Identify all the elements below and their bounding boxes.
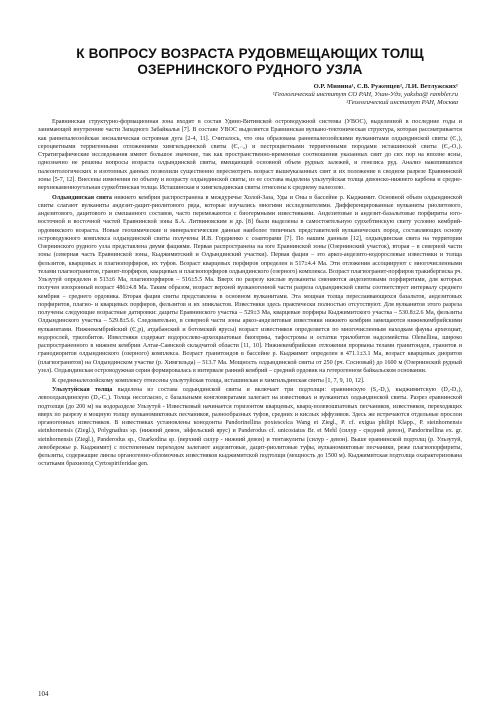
article-body xyxy=(38,118,462,470)
paragraph-3 xyxy=(38,377,462,385)
article-title: К ВОПРОСУ ВОЗРАСТА РУДОВМЕЩАЮЩИХ ТОЛЩ ОЗЕРНИНСКОГО РУДНОГО УЗЛА xyxy=(76,46,424,77)
paragraph-text: К средненалеозойскому комплексу отнесены ульзутуйская толща, исташинская и химгильдинская свиты [1, 7, 9, 10, 12]. xyxy=(52,377,365,384)
author-names: О.Р. Минина¹, С.В. Руженцев², Л.И. Ветлужских¹ xyxy=(313,83,458,90)
affiliation-1: ¹Геологический институт СО РАН, Улан-Удэ, yaksha@ rambler.ru xyxy=(272,91,458,99)
affiliation-2: ²Геологический институт РАН, Москва xyxy=(346,99,458,107)
page-number: 104 xyxy=(38,690,49,698)
paragraph-4 xyxy=(38,386,462,469)
paragraph-lead: Олдындинская свита xyxy=(52,194,115,201)
paragraph-text: Еравнинская структурно-формационная зона входит в состав Удино-Витимской островодужной системы (УВОС), выделенной в последние годы и занимающей внутренние части Западного Забайкалья [7]. В составе УВОС выделяется Еравнинская вулкано-тектоническая структура, которая рассматривается как раннепалеозойская энсиалическая островная дуга [2-4, 11]. Считалось, что она образована раннепалеозойскими вулканитами олдындинской свиты (Є₁), сероцветными терригенными отложениями химгильдинской свиты (Є₁₋₂) и пестроцветными терригенными породами исташинской свиты (Є₂-O₁). Стратиграфические исследования имеют большое значение, так как пространственно-временные соотношения указанных свит до сих пор на вполне ясны, однозначно не решены вопросы возраста олдындинской свиты, вмещающей основной объем рудных залежей, и генезиса руд. Анализ накопившихся палеонтологических и изотопных данных позволили существенно пересмотреть возраст вышеуказанных свит и их положение в сводном разрезе Еравнинской зоны [5-7, 12]. Внесены изменения по объему и возрасту олдындинской свиты, из ее состава выделена ульзутуйская толща девонско-нижнего карбона и средне-верхнекаменноугольная суркебтинская толща. Исташинская и химгильдинская свиты отнесены к среднему палеозою. xyxy=(38,119,462,191)
paragraph-text: выделена из состава олдындинской свиты и включает три подтолщи: еравнинскую (S₂-D₁), кыджимитскую (D₂-D₃), левоолдындинскую (D₃-C₁). Толща несогласно, с базальными конгломератами залегает на известняках и вулканитах олдындинской свиты. Разрез еравнинской подтолщи (до 200 м) на водоразделе Ульзутуй - Известковый начинается горизонтом кварцевых, кварц-полевошпатовых песчаников, известняков, переходящих вверх по разрезу в мощную толщу вулканомиктовых песчаников, разнообразных туфов, средних и кислых эффузивов. Здесь же встречаются отдельные прослои органогенных известняков. В известняках установлены конодонты Pandorinellina poxiescelca Wang et Ziegl., P. cf. exigua philipi Klapp., P. steinhornensis steinhornensis (Ziegl.), Polygnathus sp. (нижний девон, эйфельский ярус) и Panderodus cf. unicostatus Br. et Mehl (силур - средний девон), Pandorinellina ex. gr. steinhornensis (Ziegl.), Panderodus sp., Ozarkodina sp. (верхний силур - нижний девон) и тентакулиты (силур - девон). Выше еравнинской подтолщ (р. Ульзутуй, левобережье р. Кыджимит) с постепенным переходом залегают андезитовые, дацит-риолитовые туфы, вулканомиктовые песчаники, реже плагиопорфириты, фельзиты, содержащие линзы органогенно-обломочных известняков кыджимитской подтолщи (мощность до 1500 м). Кыджимитская подтолща охарактеризована остатками брахиопод Cyrtospiriferidae gen. xyxy=(38,387,462,468)
paragraph-text: нижнего кембрия распространена в междуречье Холой-Заза, Уды и Оны в бассейне р. Кыджимит. Основной объем олдындинской свиты слагают вулканиты андезит-дацит-риолитового ряда, которые изучались многими исследователями. Дифференцированные вулканиты риолитового, андезитового, дацитового и смешанного составов, часто перемежаются с биогермными известняками. Андезитовые и андезит-базальтовые порфириты юго-восточной и восточной частей Еравнинской зоны Б.А. Литвиновским и др. [8] были выделены в самостоятельную сурхебтинскую свиту условно кембрий-ордовикского возраста. Новые геохимические и минералогические данные наиболее типичных представителей вулканических пород, составляющих основу островодужного комплекса олдындинской свиты получены И.В. Гордиенко с соавторами [7]. По нашим данным [12], олдындинская свита на территории Озернинского рудного узла представлена двумя фациями. Первая распространена на юге Еравнинской зоны (Озернинский участок), вторая – в северной части зоны (северная часть Еравнинской зоны, Кыджимитский и Олдындинский участки). Первая фация – это аркоз-андезито-водорослевые известняки и толща фельзитов, кварцевых и плагиопорфиров, их туфов. Возраст кварцевых порфиров определен в 517±4.4 Ма. Эти отложения ассоциируют с многочисленными телами плагиогранитов, гранит-порфиров, кварцевых и плагиопорфиров олдындинского (озерного) комплекса. Возраст плагиогранит-порфиров тракибергиска рч. Ульзутуй определен в 513±6 Ма, плагиопорфиров – 516±5.5 Ма. Вверх по разрезу кислые вулканиты сменяются андезитовыми порфиритами, для которых получен изохронный возраст 486±4.8 Ма. Таким образом, возраст верхней вулканогенной части разреза олдындинской свиты соответствует интервалу среднего кембрия – среднего ордовика. Вторая фация свиты представлена в основном вулканитами. Эта мощная толща переслаивающихся базальтов, андезитовых порфиритов, плагио- и кварцевых порфиров, фельзитов и их эпикластов. Известняки здесь практически полностью отсутствуют. Для вулканитов этого разреза получены следующие возрастные датировки: дациты Еравнинского участка – 529±3 Ма, кварцевые порфиры Кыджимитского участка – 530.8±2.6 Ма, фельзиты Олдындинского участка – 529.8±5.6. Следовательно, в северной части зоны аркоз-андезитовые известняки нижнего кембрия замещаются нижнекембрийскими вулканитами. Нижнекембрийский (Є₁р), атдабанский и ботомский ярусы) возраст известняков определяется по многочисленным находкам фауны археоциат, водорослей, трилобитов. Известняки содержат водорослево-археоциатовые биогермы, тафостромы и остатки трилобитов надсемейства Olenelliна, широко распространенного в нижнем кембрии Алтае-Саянской складчатой области [11, 10]. Нижнекембрийские отложения прорваны телами гранитоидов, гранитов и гранодиоритов олдындинского (озерного) комплекса. Возраст гранитоидов в бассейне р. Кыджимит определен в 471.1±3.1 Ма, возраст кварцевых диоритов (плагиогранитов) на Олдындинском участке (р. Химгильда) – 513.7 Ма. Мощность олдындинской свиты от 250 (рч. Сосновый) до 1600 м (Озернинский рудный узел). Олдындинская островодужная серия формировалась в интервале ранний кембрий – средний ордовик на гетерогенном байкальском основании. xyxy=(38,194,462,374)
paragraph-lead: Ульзутуйская толща xyxy=(52,387,118,394)
authors-block xyxy=(273,83,458,108)
paragraph-1 xyxy=(38,118,462,192)
paragraph-2 xyxy=(38,194,462,376)
